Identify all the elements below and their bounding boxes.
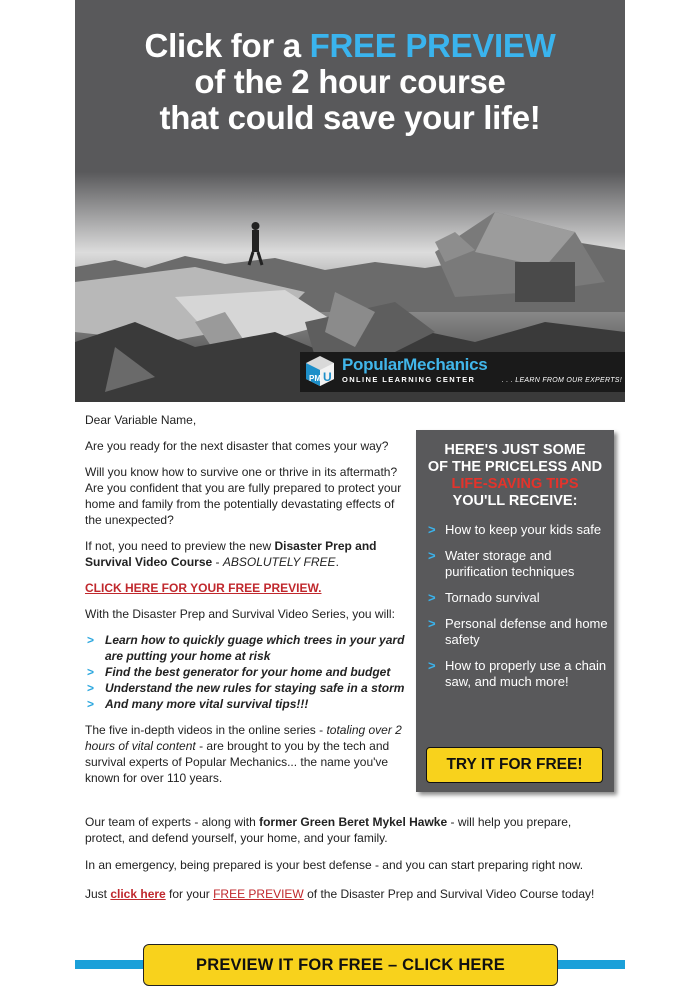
- sidebar-heading-line2: OF THE PRICELESS AND: [427, 459, 603, 475]
- sidebar-heading-line1: HERE'S JUST SOME: [444, 442, 586, 458]
- chevron-right-icon: >: [428, 658, 436, 673]
- course-name: Disaster Prep and Survival Video Course: [85, 539, 377, 569]
- brand-name[interactable]: PopularMechanics: [342, 355, 488, 374]
- free-preview-inline-link[interactable]: FREE PREVIEW: [213, 887, 304, 901]
- paragraph-ready: Are you ready for the next disaster that comes your way?: [85, 439, 389, 453]
- absolutely-free: ABSOLUTELY FREE: [222, 555, 336, 569]
- preview-intro: If not, you need to preview the new: [85, 539, 275, 553]
- tips-list: [416, 522, 614, 690]
- brand-tagline[interactable]: . . . LEARN FROM OUR EXPERTS!: [501, 377, 622, 384]
- preview-free-button[interactable]: PREVIEW IT FOR FREE – CLICK HERE: [143, 944, 558, 986]
- tips-sidebar: [416, 430, 614, 792]
- videos-duration: totaling over 2 hours of vital content: [85, 723, 402, 753]
- closing-intro: Just: [85, 887, 111, 901]
- paragraph-emergency: In an emergency, being prepared is your best defense - and you can start preparing right now.: [85, 858, 584, 872]
- pm-cube-logo-icon[interactable]: [304, 355, 336, 387]
- brand-subtitle[interactable]: ONLINE LEARNING CENTER: [342, 375, 476, 384]
- list-item: [85, 696, 410, 712]
- sidebar-heading-highlight: LIFE-SAVING TIPS: [451, 476, 579, 492]
- free-preview-link[interactable]: CLICK HERE FOR YOUR FREE PREVIEW.: [85, 581, 322, 595]
- list-item: [416, 590, 614, 606]
- popular-mechanics-logo-bar[interactable]: [300, 352, 625, 392]
- svg-text:U: U: [323, 370, 332, 384]
- hero-line1-prefix[interactable]: Click for a: [144, 27, 310, 64]
- list-item: [85, 680, 410, 696]
- benefit-text: Learn how to quickly guage which trees in your yard are putting your home at risk: [105, 633, 405, 663]
- hero-headline[interactable]: [75, 28, 625, 136]
- hero-line2[interactable]: of the 2 hour course: [194, 63, 506, 100]
- tip-text: Water storage and purification techniques: [445, 548, 575, 579]
- try-it-free-button[interactable]: TRY IT FOR FREE!: [426, 747, 603, 783]
- mykel-hawke: former Green Beret Mykel Hawke: [259, 815, 448, 829]
- tip-text: Tornado survival: [445, 590, 540, 605]
- benefits-list: [85, 632, 410, 712]
- videos-intro: The five in-depth videos in the online series -: [85, 723, 327, 737]
- click-here-link[interactable]: click here: [110, 887, 166, 901]
- tip-text: Personal defense and home safety: [445, 616, 608, 647]
- letter-body: [85, 412, 410, 796]
- cta-link-paragraph: [85, 580, 410, 596]
- chevron-right-icon: >: [428, 548, 436, 563]
- hero-banner[interactable]: [75, 0, 625, 402]
- hero-line3[interactable]: that could save your life!: [159, 99, 541, 136]
- greeting: Dear Variable Name,: [85, 413, 197, 427]
- chevron-right-icon: >: [428, 590, 436, 605]
- benefit-text: And many more vital survival tips!!!: [105, 697, 309, 711]
- preview-end: .: [335, 555, 339, 569]
- chevron-right-icon: >: [87, 633, 95, 647]
- chevron-right-icon: >: [87, 665, 95, 679]
- list-item: [416, 548, 614, 580]
- hero-line1-highlight[interactable]: FREE PREVIEW: [309, 27, 556, 64]
- tip-text: How to properly use a chain saw, and much more!: [445, 658, 607, 689]
- chevron-right-icon: >: [87, 681, 95, 695]
- benefit-text: Understand the new rules for staying safe in a storm: [105, 681, 405, 695]
- closing-mid: for your: [165, 887, 214, 901]
- paragraph-preview: [85, 538, 410, 570]
- list-item: [85, 632, 410, 664]
- experts-intro: Our team of experts - along with: [85, 815, 260, 829]
- list-item: [416, 658, 614, 690]
- chevron-right-icon: >: [87, 697, 95, 711]
- preview-dash: -: [212, 555, 223, 569]
- list-item: [416, 522, 614, 538]
- svg-text:PM: PM: [309, 374, 321, 383]
- sidebar-heading: [416, 442, 614, 510]
- paragraph-closing: [85, 886, 610, 902]
- sidebar-heading-line3: YOU'LL RECEIVE:: [452, 493, 578, 509]
- paragraph-videos: [85, 722, 410, 786]
- experts-end: - will help you prepare, protect, and defend yourself, your home, and your family.: [85, 815, 572, 845]
- tip-text: How to keep your kids safe: [445, 522, 602, 537]
- paragraph-series: With the Disaster Prep and Survival Video Series, you will:: [85, 607, 395, 621]
- closing-end: of the Disaster Prep and Survival Video Course today!: [303, 887, 595, 901]
- list-item: [416, 616, 614, 648]
- list-item: [85, 664, 410, 680]
- benefit-text: Find the best generator for your home and budget: [105, 665, 391, 679]
- paragraph-survive: Will you know how to survive one or thrive in its aftermath? Are you confident that you are fully prepared to protect your home and family from the potentially devastating effects of the unexpected?: [85, 465, 402, 527]
- paragraph-experts: [85, 814, 610, 846]
- chevron-right-icon: >: [428, 616, 436, 631]
- chevron-right-icon: >: [428, 522, 436, 537]
- videos-end: - are brought to you by the tech and survival experts of Popular Mechanics... the name you've known for over 110 years.: [85, 739, 390, 785]
